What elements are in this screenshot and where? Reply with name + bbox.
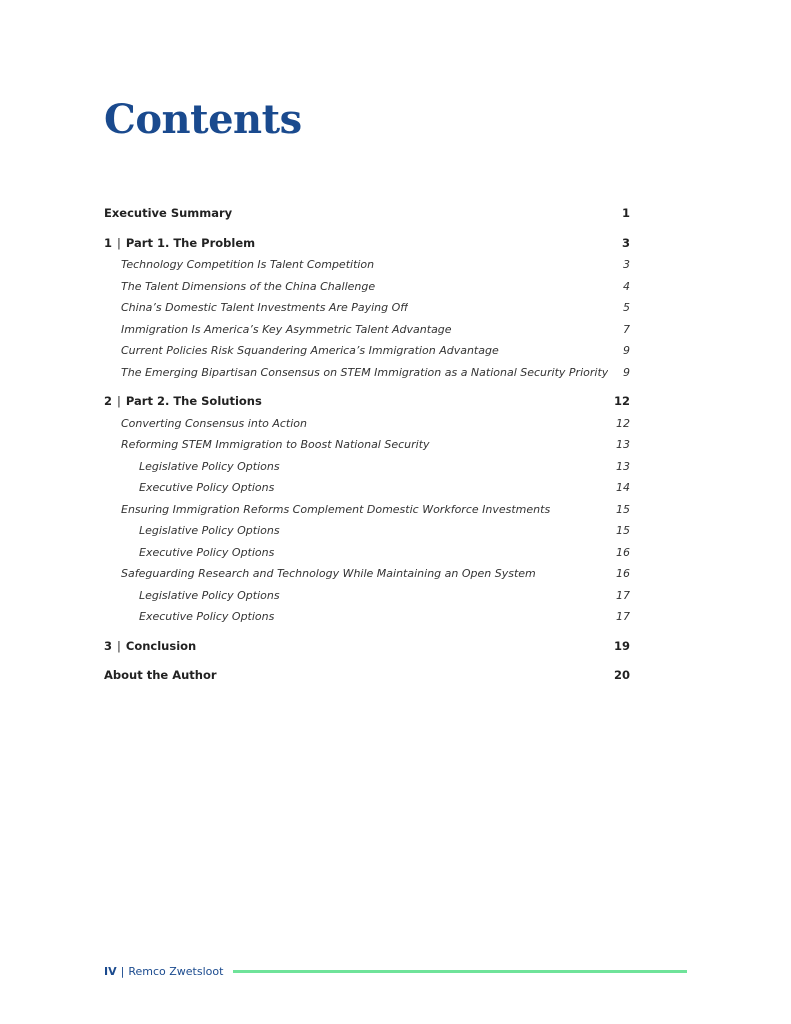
toc-entry-title: Reforming STEM Immigration to Boost National Security [121, 438, 430, 451]
toc-entry[interactable] [104, 254, 630, 276]
toc-page-number: 15 [616, 524, 630, 537]
toc-page-number: 12 [613, 394, 630, 408]
page-footer [104, 962, 687, 980]
toc-entry-title: Conclusion [125, 638, 197, 653]
toc-entry-label [121, 563, 536, 585]
toc-entry-title: Immigration Is America’s Key Asymmetric Talent Advantage [121, 322, 452, 336]
toc-entry[interactable] [104, 585, 630, 607]
toc-page-number: 17 [616, 610, 630, 623]
toc-entry-label [139, 520, 280, 542]
toc-entry-label [121, 362, 608, 384]
toc-entry[interactable] [104, 203, 630, 225]
footer-author: Remco Zwetsloot [128, 964, 224, 978]
toc-entry[interactable] [104, 477, 630, 499]
toc-entry-title: Executive Policy Options [139, 481, 275, 494]
toc-entry[interactable] [104, 456, 630, 478]
toc-page-number: 5 [623, 301, 630, 314]
toc-entry-title: Legislative Policy Options [139, 459, 280, 473]
toc-chapter-separator: | [117, 394, 121, 408]
toc-entry-title: The Talent Dimensions of the China Challenge [121, 279, 376, 293]
toc-entry-title: Executive Summary [104, 206, 233, 220]
toc-chapter-number: 1 [104, 235, 113, 250]
toc-entry[interactable] [104, 276, 630, 298]
toc-page-number: 16 [616, 567, 630, 580]
toc-entry-label [121, 499, 550, 521]
toc-entry-label [139, 606, 274, 628]
toc-page-number: 20 [613, 668, 630, 682]
toc-page-number: 13 [616, 459, 630, 473]
toc-entry[interactable] [104, 636, 630, 658]
toc-entry-label [121, 254, 374, 276]
toc-entry-label [121, 340, 499, 362]
toc-entry-label [139, 477, 274, 499]
toc-entry[interactable] [104, 319, 630, 341]
toc-entry-title: Current Policies Risk Squandering America’s Immigration Advantage [121, 344, 499, 357]
toc-entry[interactable] [104, 413, 630, 435]
toc-entry-title: About the Author [104, 668, 217, 682]
toc-entry-label [139, 542, 274, 564]
table-of-contents [104, 203, 630, 687]
footer-separator: | [120, 964, 125, 978]
toc-page-number: 4 [623, 279, 630, 293]
toc-chapter-separator: | [117, 235, 121, 250]
toc-page-number: 9 [623, 344, 630, 357]
toc-page-number: 13 [616, 438, 630, 451]
toc-entry-label [121, 434, 430, 456]
toc-entry-label [104, 233, 255, 255]
toc-page-number: 3 [621, 235, 630, 250]
toc-entry-title: Safeguarding Research and Technology While Maintaining an Open System [121, 567, 536, 580]
page-title: Contents [104, 96, 302, 143]
toc-entry-title: Executive Policy Options [139, 545, 275, 559]
toc-page-number: 16 [616, 545, 630, 559]
toc-entry[interactable] [104, 362, 630, 384]
toc-entry[interactable] [104, 563, 630, 585]
toc-page-number: 19 [613, 638, 630, 653]
toc-chapter-number: 2 [104, 394, 113, 408]
toc-entry[interactable] [104, 434, 630, 456]
toc-page-number: 7 [623, 322, 630, 336]
toc-entry-label [104, 636, 196, 658]
toc-entry-title: Legislative Policy Options [139, 524, 280, 537]
toc-page-number: 17 [616, 588, 630, 602]
toc-entry-label [139, 456, 280, 478]
toc-page-number: 14 [616, 481, 630, 494]
toc-entry-title: Technology Competition Is Talent Competition [121, 258, 375, 271]
toc-entry[interactable] [104, 520, 630, 542]
footer-page-number: IV [104, 964, 117, 978]
toc-entry-title: The Emerging Bipartisan Consensus on STEM Immigration as a National Security Priority [121, 365, 609, 379]
toc-chapter-number: 3 [104, 638, 113, 653]
toc-entry[interactable] [104, 391, 630, 413]
toc-entry-label [121, 276, 375, 298]
toc-entry-title: Converting Consensus into Action [121, 416, 307, 430]
toc-entry-label [121, 297, 408, 319]
toc-entry-label [139, 585, 280, 607]
toc-page-number: 3 [623, 258, 630, 271]
toc-entry-title: Part 1. The Problem [125, 235, 256, 250]
toc-entry-label [121, 319, 452, 341]
toc-entry[interactable] [104, 499, 630, 521]
toc-page-number: 12 [616, 416, 630, 430]
toc-entry[interactable] [104, 665, 630, 687]
footer-rule [233, 970, 687, 973]
toc-entry[interactable] [104, 297, 630, 319]
toc-chapter-separator: | [117, 638, 121, 653]
toc-entry[interactable] [104, 542, 630, 564]
toc-page-number: 15 [616, 502, 630, 516]
toc-entry[interactable] [104, 233, 630, 255]
toc-entry[interactable] [104, 340, 630, 362]
toc-page-number: 9 [623, 365, 630, 379]
toc-entry-label [121, 413, 307, 435]
toc-entry-label [104, 391, 262, 413]
toc-entry-title: China’s Domestic Talent Investments Are Paying Off [121, 301, 409, 314]
toc-page-number: 1 [621, 206, 630, 220]
toc-entry[interactable] [104, 606, 630, 628]
toc-entry-title: Part 2. The Solutions [125, 394, 262, 408]
toc-entry-title: Ensuring Immigration Reforms Complement Domestic Workforce Investments [121, 502, 551, 516]
toc-entry-title: Executive Policy Options [139, 610, 275, 623]
toc-entry-title: Legislative Policy Options [139, 588, 280, 602]
toc-entry-label [104, 665, 217, 687]
toc-entry-label [104, 203, 232, 225]
